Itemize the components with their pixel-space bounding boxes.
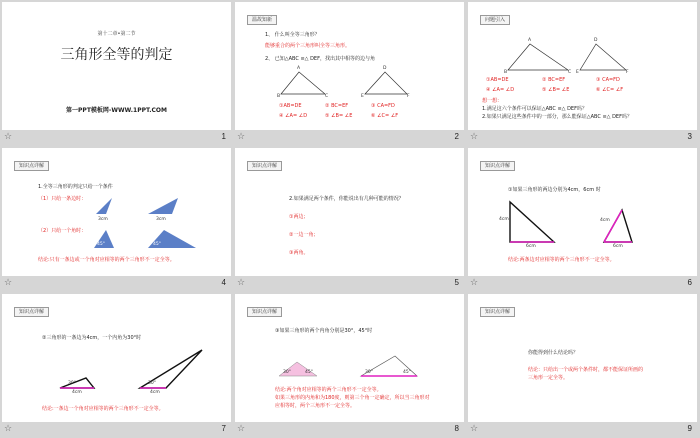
conclusion-line-2: 三角形一定全等。 [528, 375, 569, 381]
slide-thumbnail-5[interactable] [233, 146, 466, 292]
slide-footer [466, 277, 699, 291]
lesson-line: ①如果三角形的两边分别为4cm，6cm 时 [508, 187, 601, 193]
conclusion: 结论:两个角对应相等的两个三角形不一定全等。 [275, 387, 382, 393]
slide-footer [466, 131, 699, 145]
slide-footer [0, 423, 233, 437]
equality-6: ⑥ ∠C= ∠F [596, 87, 624, 93]
slide-footer [0, 277, 233, 291]
slide-thumbnail-2[interactable] [233, 0, 466, 146]
equality-4: ④ ∠A= ∠D [279, 113, 308, 119]
equality-6: ⑥ ∠C= ∠F [371, 113, 399, 119]
slide-canvas: 知识点详解 ③如果三角形的两个内角分别是30°，45°时 30° 45° 30° 45° 结论:两个角对应相等的两个三角形不一定全等。 如果三角形的内角和为180度，则第三个角一定确定，所以当三角形对 应相等时，两个三角形不一定全等。 [235, 294, 464, 422]
case-one-angle: （2）只给一个角时： [38, 228, 87, 234]
slide-number: 8 [454, 424, 459, 433]
case-one-side: （1）只给一条边时： [38, 196, 87, 202]
equality-3: ③ CA=FD [371, 103, 395, 109]
slide-thumbnail-9[interactable] [466, 292, 699, 438]
section-tag: 知识点详解 [480, 307, 515, 317]
think-question-2: 2.如果只满足这些条件中的一部分，那么能保证△ABC ≌△ DEF吗？ [482, 114, 632, 120]
slide-thumbnail-1[interactable] [0, 0, 233, 146]
conclusion: 结论：只给出一个或两个条件时，都不能保证所画的 [528, 367, 644, 373]
star-icon[interactable]: ☆ [237, 278, 246, 288]
star-icon[interactable]: ☆ [237, 132, 246, 142]
slide-canvas: 知识点详解 1.全等三角形的判定只给一个条件 （1）只给一条边时： （2）只给一个角时： 3cm 3cm 45° 45° 结论:只有一条边或一个角对应相等的两个三角形不一定全等。 [2, 148, 231, 276]
slide-thumbnail-4[interactable] [0, 146, 233, 292]
slide-number: 7 [221, 424, 226, 433]
slide-number: 5 [454, 278, 459, 287]
lesson-line: 你能得到什么结论吗？ [528, 350, 579, 356]
section-tag: 知识点详解 [14, 307, 49, 317]
equality-2: ② BC=EF [542, 77, 566, 83]
equality-4: ④ ∠A= ∠D [486, 87, 515, 93]
slide-thumbnail-6[interactable] [466, 146, 699, 292]
slide-footer [233, 277, 466, 291]
slide-canvas [468, 294, 697, 422]
lesson-line: 1.全等三角形的判定只给一个条件 [38, 184, 113, 190]
slide-canvas [2, 2, 231, 130]
star-icon[interactable]: ☆ [237, 424, 246, 434]
section-tag: 知识点详解 [14, 161, 49, 171]
slide-title: 三角形全等的判定 [60, 47, 173, 63]
equality-2: ② BC=EF [325, 103, 349, 109]
section-tag: 问题引入 [480, 15, 510, 25]
equality-1: ①AB=DE [279, 103, 302, 109]
option-3: ③两角。 [289, 250, 309, 256]
question-2: 2、 已知△ABC ≌△ DEF，找出其中相等的边与角 [265, 56, 375, 62]
think-label: 想一想： [482, 98, 503, 104]
equality-5: ⑤ ∠B= ∠E [325, 113, 353, 119]
slide-footer [466, 423, 699, 437]
equality-5: ⑤ ∠B= ∠E [542, 87, 570, 93]
triangle-diagram [235, 2, 464, 130]
option-2: ②一边一角； [289, 232, 319, 238]
section-tag: 知识点详解 [480, 161, 515, 171]
website-label: 第一PPT模板网-WWW.1PPT.COM [66, 107, 167, 114]
triangle-diagram [2, 294, 231, 422]
conclusion: 结论:一条边一个角对应相等的两个三角形不一定全等。 [42, 406, 164, 412]
section-tag: 知识点详解 [247, 161, 282, 171]
slide-footer [0, 131, 233, 145]
slide-canvas: 知识点详解 ①如果三角形的两边分别为4cm，6cm 时 4cm 6cm 4cm 6cm 结论:两条边对应相等的两个三角形不一定全等。 [468, 148, 697, 276]
lesson-line: 2.如果满足两个条件，你能说出有几种可能的情况？ [289, 196, 404, 202]
slide-number: 6 [687, 278, 692, 287]
conclusion: 结论:两条边对应相等的两个三角形不一定全等。 [508, 257, 615, 263]
equality-1: ①AB=DE [486, 77, 509, 83]
slide-number: 1 [221, 132, 226, 141]
star-icon[interactable]: ☆ [4, 278, 13, 288]
answer-1: 能够重合的两个三角形叫全等三角形。 [265, 43, 351, 49]
question-1: 1、 什么叫全等三角形？ [265, 32, 320, 38]
star-icon[interactable]: ☆ [470, 424, 479, 434]
slide-canvas: 问题引入 A B C D E F ①AB=DE ② BC=EF ③ CA=FD ④ ∠A= ∠D ⑤ ∠B= ∠E ⑥ ∠C= ∠F 想一想： 1.满足这六个条件可以保证△ABC ≌△ DEF吗？ 2.如果只满足这些条件中的一部分，那么能保证△ABC ≌△ DEF吗？ [468, 2, 697, 130]
slide-thumbnail-7[interactable] [0, 292, 233, 438]
slide-number: 9 [687, 424, 692, 433]
lesson-line: ②三角形的一条边为4cm，一个内角为30°时 [42, 335, 142, 341]
slide-thumbnail-8[interactable] [233, 292, 466, 438]
star-icon[interactable]: ☆ [4, 132, 13, 142]
conclusion-note-2: 应相等时，两个三角形不一定全等。 [275, 403, 356, 409]
chapter-label: 第十二章•第二节 [97, 31, 136, 37]
conclusion-note-1: 如果三角形的内角和为180度，则第三个角一定确定，所以当三角形对 [275, 395, 430, 401]
slide-number: 2 [454, 132, 459, 141]
slide-number: 4 [221, 278, 226, 287]
star-icon[interactable]: ☆ [470, 278, 479, 288]
slide-canvas [235, 148, 464, 276]
option-1: ①两边； [289, 214, 309, 220]
think-question-1: 1.满足这六个条件可以保证△ABC ≌△ DEF吗？ [482, 106, 587, 112]
slide-canvas: 知识点详解 ②三角形的一条边为4cm，一个内角为30°时 30° 4cm 30° 4cm 结论:一条边一个角对应相等的两个三角形不一定全等。 [2, 294, 231, 422]
conclusion: 结论:只有一条边或一个角对应相等的两个三角形不一定全等。 [38, 257, 175, 263]
equality-3: ③ CA=FD [596, 77, 620, 83]
slide-number: 3 [687, 132, 692, 141]
star-icon[interactable]: ☆ [4, 424, 13, 434]
star-icon[interactable]: ☆ [470, 132, 479, 142]
lesson-line: ③如果三角形的两个内角分别是30°，45°时 [275, 328, 373, 334]
slide-canvas: 温故知新 1、 什么叫全等三角形？ 能够重合的两个三角形叫全等三角形。 2、 已知△ABC ≌△ DEF，找出其中相等的边与角 A B C D E F ①AB=DE ② BC=EF ③ CA=FD ④ ∠A= ∠D ⑤ ∠B= ∠E ⑥ ∠C= ∠F [235, 2, 464, 130]
slide-footer [233, 423, 466, 437]
section-tag: 知识点详解 [247, 307, 282, 317]
slide-footer [233, 131, 466, 145]
slide-thumbnail-3[interactable] [466, 0, 699, 146]
section-tag: 温故知新 [247, 15, 277, 25]
